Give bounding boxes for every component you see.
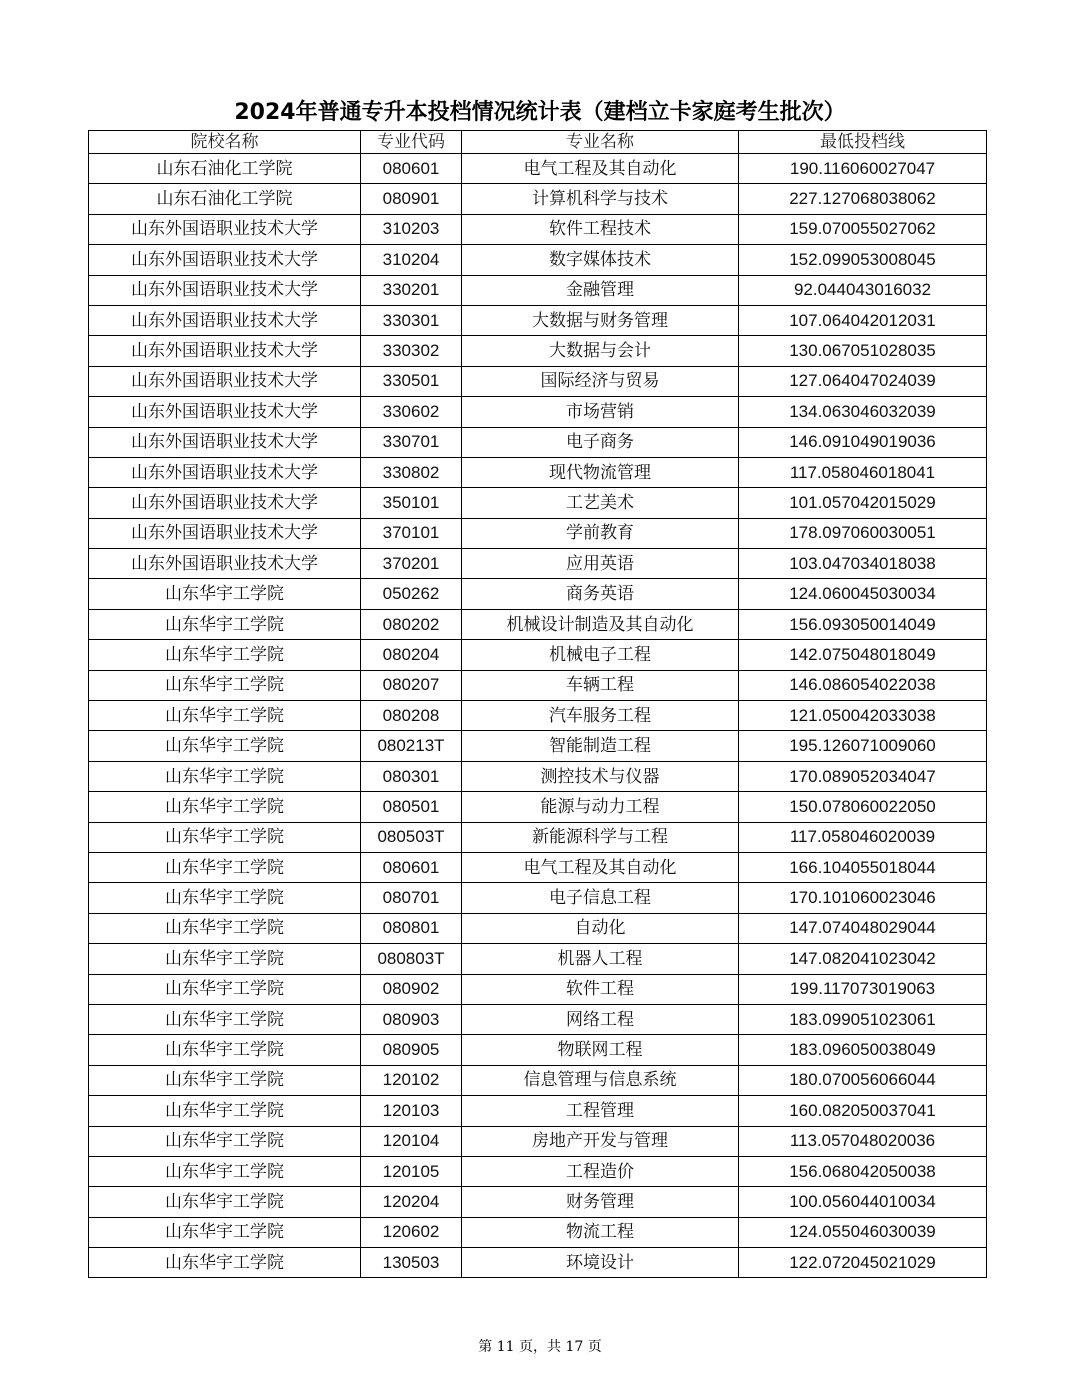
cell-school: 山东外国语职业技术大学 — [89, 366, 361, 396]
cell-major-code: 330201 — [361, 275, 462, 305]
cell-school: 山东华宇工学院 — [89, 944, 361, 974]
table-row — [89, 336, 987, 366]
cell-major-name: 工程造价 — [462, 1156, 739, 1186]
cell-min-score: 124.060045030034 — [739, 579, 987, 609]
table-row — [89, 488, 987, 518]
cell-min-score: 156.068042050038 — [739, 1156, 987, 1186]
cell-major-code: 080204 — [361, 640, 462, 670]
cell-major-name: 网络工程 — [462, 1004, 739, 1034]
cell-major-code: 120103 — [361, 1096, 462, 1126]
table-row — [89, 427, 987, 457]
table-row — [89, 1096, 987, 1126]
table-row — [89, 609, 987, 639]
cell-major-name: 工程管理 — [462, 1096, 739, 1126]
cell-school: 山东石油化工学院 — [89, 184, 361, 214]
cell-major-name: 房地产开发与管理 — [462, 1126, 739, 1156]
cell-major-code: 120104 — [361, 1126, 462, 1156]
cell-min-score: 156.093050014049 — [739, 609, 987, 639]
cell-major-code: 330802 — [361, 457, 462, 487]
table-row — [89, 1187, 987, 1217]
cell-major-name: 软件工程 — [462, 974, 739, 1004]
table-body — [89, 154, 987, 1278]
cell-major-name: 应用英语 — [462, 549, 739, 579]
table-row — [89, 184, 987, 214]
cell-school: 山东华宇工学院 — [89, 701, 361, 731]
table-row — [89, 1035, 987, 1065]
cell-major-code: 080501 — [361, 792, 462, 822]
cell-school: 山东外国语职业技术大学 — [89, 397, 361, 427]
cell-major-code: 330301 — [361, 305, 462, 335]
cell-major-code: 080803T — [361, 944, 462, 974]
page-title: 2024年普通专升本投档情况统计表（建档立卡家庭考生批次） — [234, 100, 846, 125]
cell-min-score: 130.067051028035 — [739, 336, 987, 366]
cell-min-score: 147.082041023042 — [739, 944, 987, 974]
table-row — [89, 366, 987, 396]
cell-major-code: 330302 — [361, 336, 462, 366]
table-row — [89, 670, 987, 700]
cell-school: 山东华宇工学院 — [89, 1004, 361, 1034]
table-row — [89, 1217, 987, 1247]
cell-school: 山东外国语职业技术大学 — [89, 275, 361, 305]
cell-school: 山东外国语职业技术大学 — [89, 245, 361, 275]
table-row — [89, 1126, 987, 1156]
table-row — [89, 1248, 987, 1278]
cell-min-score: 147.074048029044 — [739, 913, 987, 943]
cell-min-score: 107.064042012031 — [739, 305, 987, 335]
cell-min-score: 152.099053008045 — [739, 245, 987, 275]
cell-min-score: 142.075048018049 — [739, 640, 987, 670]
table-row — [89, 701, 987, 731]
cell-school: 山东外国语职业技术大学 — [89, 518, 361, 548]
cell-major-name: 电气工程及其自动化 — [462, 852, 739, 882]
cell-school: 山东华宇工学院 — [89, 974, 361, 1004]
table-row — [89, 457, 987, 487]
cell-major-code: 080903 — [361, 1004, 462, 1034]
cell-min-score: 117.058046020039 — [739, 822, 987, 852]
cell-major-name: 汽车服务工程 — [462, 701, 739, 731]
cell-min-score: 180.070056066044 — [739, 1065, 987, 1095]
cell-major-name: 机械设计制造及其自动化 — [462, 609, 739, 639]
cell-school: 山东外国语职业技术大学 — [89, 549, 361, 579]
table-row — [89, 822, 987, 852]
cell-major-code: 080901 — [361, 184, 462, 214]
cell-min-score: 103.047034018038 — [739, 549, 987, 579]
cell-major-code: 080213T — [361, 731, 462, 761]
header-min-score: 最低投档线 — [739, 131, 987, 154]
cell-school: 山东华宇工学院 — [89, 1248, 361, 1278]
table-row — [89, 944, 987, 974]
cell-min-score: 146.091049019036 — [739, 427, 987, 457]
cell-major-name: 自动化 — [462, 913, 739, 943]
cell-major-code: 080601 — [361, 154, 462, 184]
page-footer: 第 11 页，共 17 页 — [478, 1339, 602, 1355]
cell-min-score: 227.127068038062 — [739, 184, 987, 214]
cell-major-code: 120602 — [361, 1217, 462, 1247]
cell-major-code: 080701 — [361, 883, 462, 913]
cell-major-code: 350101 — [361, 488, 462, 518]
table-row — [89, 731, 987, 761]
cell-min-score: 134.063046032039 — [739, 397, 987, 427]
header-major-name: 专业名称 — [462, 131, 739, 154]
table-row — [89, 1004, 987, 1034]
cell-min-score: 199.117073019063 — [739, 974, 987, 1004]
cell-school: 山东华宇工学院 — [89, 731, 361, 761]
cell-school: 山东外国语职业技术大学 — [89, 336, 361, 366]
cell-school: 山东外国语职业技术大学 — [89, 427, 361, 457]
cell-school: 山东华宇工学院 — [89, 1217, 361, 1247]
table-row — [89, 518, 987, 548]
cell-min-score: 101.057042015029 — [739, 488, 987, 518]
cell-major-code: 080208 — [361, 701, 462, 731]
cell-school: 山东华宇工学院 — [89, 913, 361, 943]
cell-min-score: 150.078060022050 — [739, 792, 987, 822]
cell-major-code: 080202 — [361, 609, 462, 639]
cell-school: 山东华宇工学院 — [89, 1065, 361, 1095]
cell-major-name: 机械电子工程 — [462, 640, 739, 670]
cell-school: 山东华宇工学院 — [89, 640, 361, 670]
cell-min-score: 183.096050038049 — [739, 1035, 987, 1065]
table-row — [89, 549, 987, 579]
cell-school: 山东华宇工学院 — [89, 609, 361, 639]
cell-school: 山东华宇工学院 — [89, 1187, 361, 1217]
table-row — [89, 883, 987, 913]
table-row — [89, 1156, 987, 1186]
cell-major-name: 电子信息工程 — [462, 883, 739, 913]
cell-min-score: 100.056044010034 — [739, 1187, 987, 1217]
header-school: 院校名称 — [89, 131, 361, 154]
cell-school: 山东华宇工学院 — [89, 1096, 361, 1126]
cell-min-score: 146.086054022038 — [739, 670, 987, 700]
cell-school: 山东华宇工学院 — [89, 822, 361, 852]
cell-major-name: 智能制造工程 — [462, 731, 739, 761]
cell-min-score: 127.064047024039 — [739, 366, 987, 396]
cell-major-code: 310204 — [361, 245, 462, 275]
cell-major-name: 国际经济与贸易 — [462, 366, 739, 396]
cell-major-name: 环境设计 — [462, 1248, 739, 1278]
cell-min-score: 124.055046030039 — [739, 1217, 987, 1247]
cell-min-score: 170.089052034047 — [739, 761, 987, 791]
cell-min-score: 183.099051023061 — [739, 1004, 987, 1034]
cell-school: 山东石油化工学院 — [89, 154, 361, 184]
cell-school: 山东华宇工学院 — [89, 1156, 361, 1186]
cell-school: 山东外国语职业技术大学 — [89, 305, 361, 335]
cell-major-name: 测控技术与仪器 — [462, 761, 739, 791]
cell-major-name: 电子商务 — [462, 427, 739, 457]
table-row — [89, 640, 987, 670]
cell-major-code: 080301 — [361, 761, 462, 791]
table-row — [89, 214, 987, 244]
cell-major-name: 车辆工程 — [462, 670, 739, 700]
cell-major-name: 金融管理 — [462, 275, 739, 305]
table-row — [89, 305, 987, 335]
cell-major-code: 130503 — [361, 1248, 462, 1278]
cell-major-name: 新能源科学与工程 — [462, 822, 739, 852]
cell-major-name: 市场营销 — [462, 397, 739, 427]
cell-major-name: 电气工程及其自动化 — [462, 154, 739, 184]
admission-table — [88, 130, 987, 1278]
cell-school: 山东华宇工学院 — [89, 761, 361, 791]
header-major-code: 专业代码 — [361, 131, 462, 154]
cell-min-score: 190.116060027047 — [739, 154, 987, 184]
cell-major-code: 370201 — [361, 549, 462, 579]
cell-major-code: 080503T — [361, 822, 462, 852]
cell-school: 山东华宇工学院 — [89, 1035, 361, 1065]
cell-school: 山东华宇工学院 — [89, 852, 361, 882]
cell-major-name: 机器人工程 — [462, 944, 739, 974]
cell-major-name: 计算机科学与技术 — [462, 184, 739, 214]
cell-major-code: 080601 — [361, 852, 462, 882]
table-row — [89, 579, 987, 609]
cell-school: 山东外国语职业技术大学 — [89, 214, 361, 244]
cell-major-code: 050262 — [361, 579, 462, 609]
cell-major-name: 物联网工程 — [462, 1035, 739, 1065]
cell-major-name: 能源与动力工程 — [462, 792, 739, 822]
cell-major-name: 现代物流管理 — [462, 457, 739, 487]
table-row — [89, 275, 987, 305]
cell-major-code: 120102 — [361, 1065, 462, 1095]
cell-min-score: 166.104055018044 — [739, 852, 987, 882]
cell-major-name: 数字媒体技术 — [462, 245, 739, 275]
cell-min-score: 113.057048020036 — [739, 1126, 987, 1156]
cell-min-score: 160.082050037041 — [739, 1096, 987, 1126]
table-header-row — [89, 131, 987, 154]
cell-min-score: 195.126071009060 — [739, 731, 987, 761]
table-row — [89, 397, 987, 427]
cell-min-score: 121.050042033038 — [739, 701, 987, 731]
table-row — [89, 852, 987, 882]
cell-major-name: 商务英语 — [462, 579, 739, 609]
cell-major-code: 330602 — [361, 397, 462, 427]
cell-min-score: 122.072045021029 — [739, 1248, 987, 1278]
cell-major-name: 大数据与财务管理 — [462, 305, 739, 335]
cell-major-code: 370101 — [361, 518, 462, 548]
cell-school: 山东外国语职业技术大学 — [89, 488, 361, 518]
cell-school: 山东华宇工学院 — [89, 883, 361, 913]
cell-major-code: 330701 — [361, 427, 462, 457]
table-row — [89, 1065, 987, 1095]
table-row — [89, 913, 987, 943]
cell-major-name: 学前教育 — [462, 518, 739, 548]
cell-school: 山东华宇工学院 — [89, 670, 361, 700]
cell-major-code: 080902 — [361, 974, 462, 1004]
cell-school: 山东外国语职业技术大学 — [89, 457, 361, 487]
table-row — [89, 792, 987, 822]
cell-major-code: 330501 — [361, 366, 462, 396]
cell-major-name: 财务管理 — [462, 1187, 739, 1217]
cell-major-name: 软件工程技术 — [462, 214, 739, 244]
cell-major-code: 080801 — [361, 913, 462, 943]
table-row — [89, 761, 987, 791]
cell-major-code: 120105 — [361, 1156, 462, 1186]
cell-school: 山东华宇工学院 — [89, 579, 361, 609]
cell-min-score: 92.044043016032 — [739, 275, 987, 305]
cell-min-score: 159.070055027062 — [739, 214, 987, 244]
cell-major-code: 310203 — [361, 214, 462, 244]
cell-major-name: 大数据与会计 — [462, 336, 739, 366]
cell-school: 山东华宇工学院 — [89, 792, 361, 822]
cell-major-code: 080905 — [361, 1035, 462, 1065]
cell-school: 山东华宇工学院 — [89, 1126, 361, 1156]
cell-min-score: 170.101060023046 — [739, 883, 987, 913]
table-row — [89, 154, 987, 184]
cell-min-score: 117.058046018041 — [739, 457, 987, 487]
cell-major-name: 信息管理与信息系统 — [462, 1065, 739, 1095]
cell-major-name: 物流工程 — [462, 1217, 739, 1247]
cell-min-score: 178.097060030051 — [739, 518, 987, 548]
cell-major-code: 080207 — [361, 670, 462, 700]
cell-major-code: 120204 — [361, 1187, 462, 1217]
cell-major-name: 工艺美术 — [462, 488, 739, 518]
table-row — [89, 245, 987, 275]
table-row — [89, 974, 987, 1004]
